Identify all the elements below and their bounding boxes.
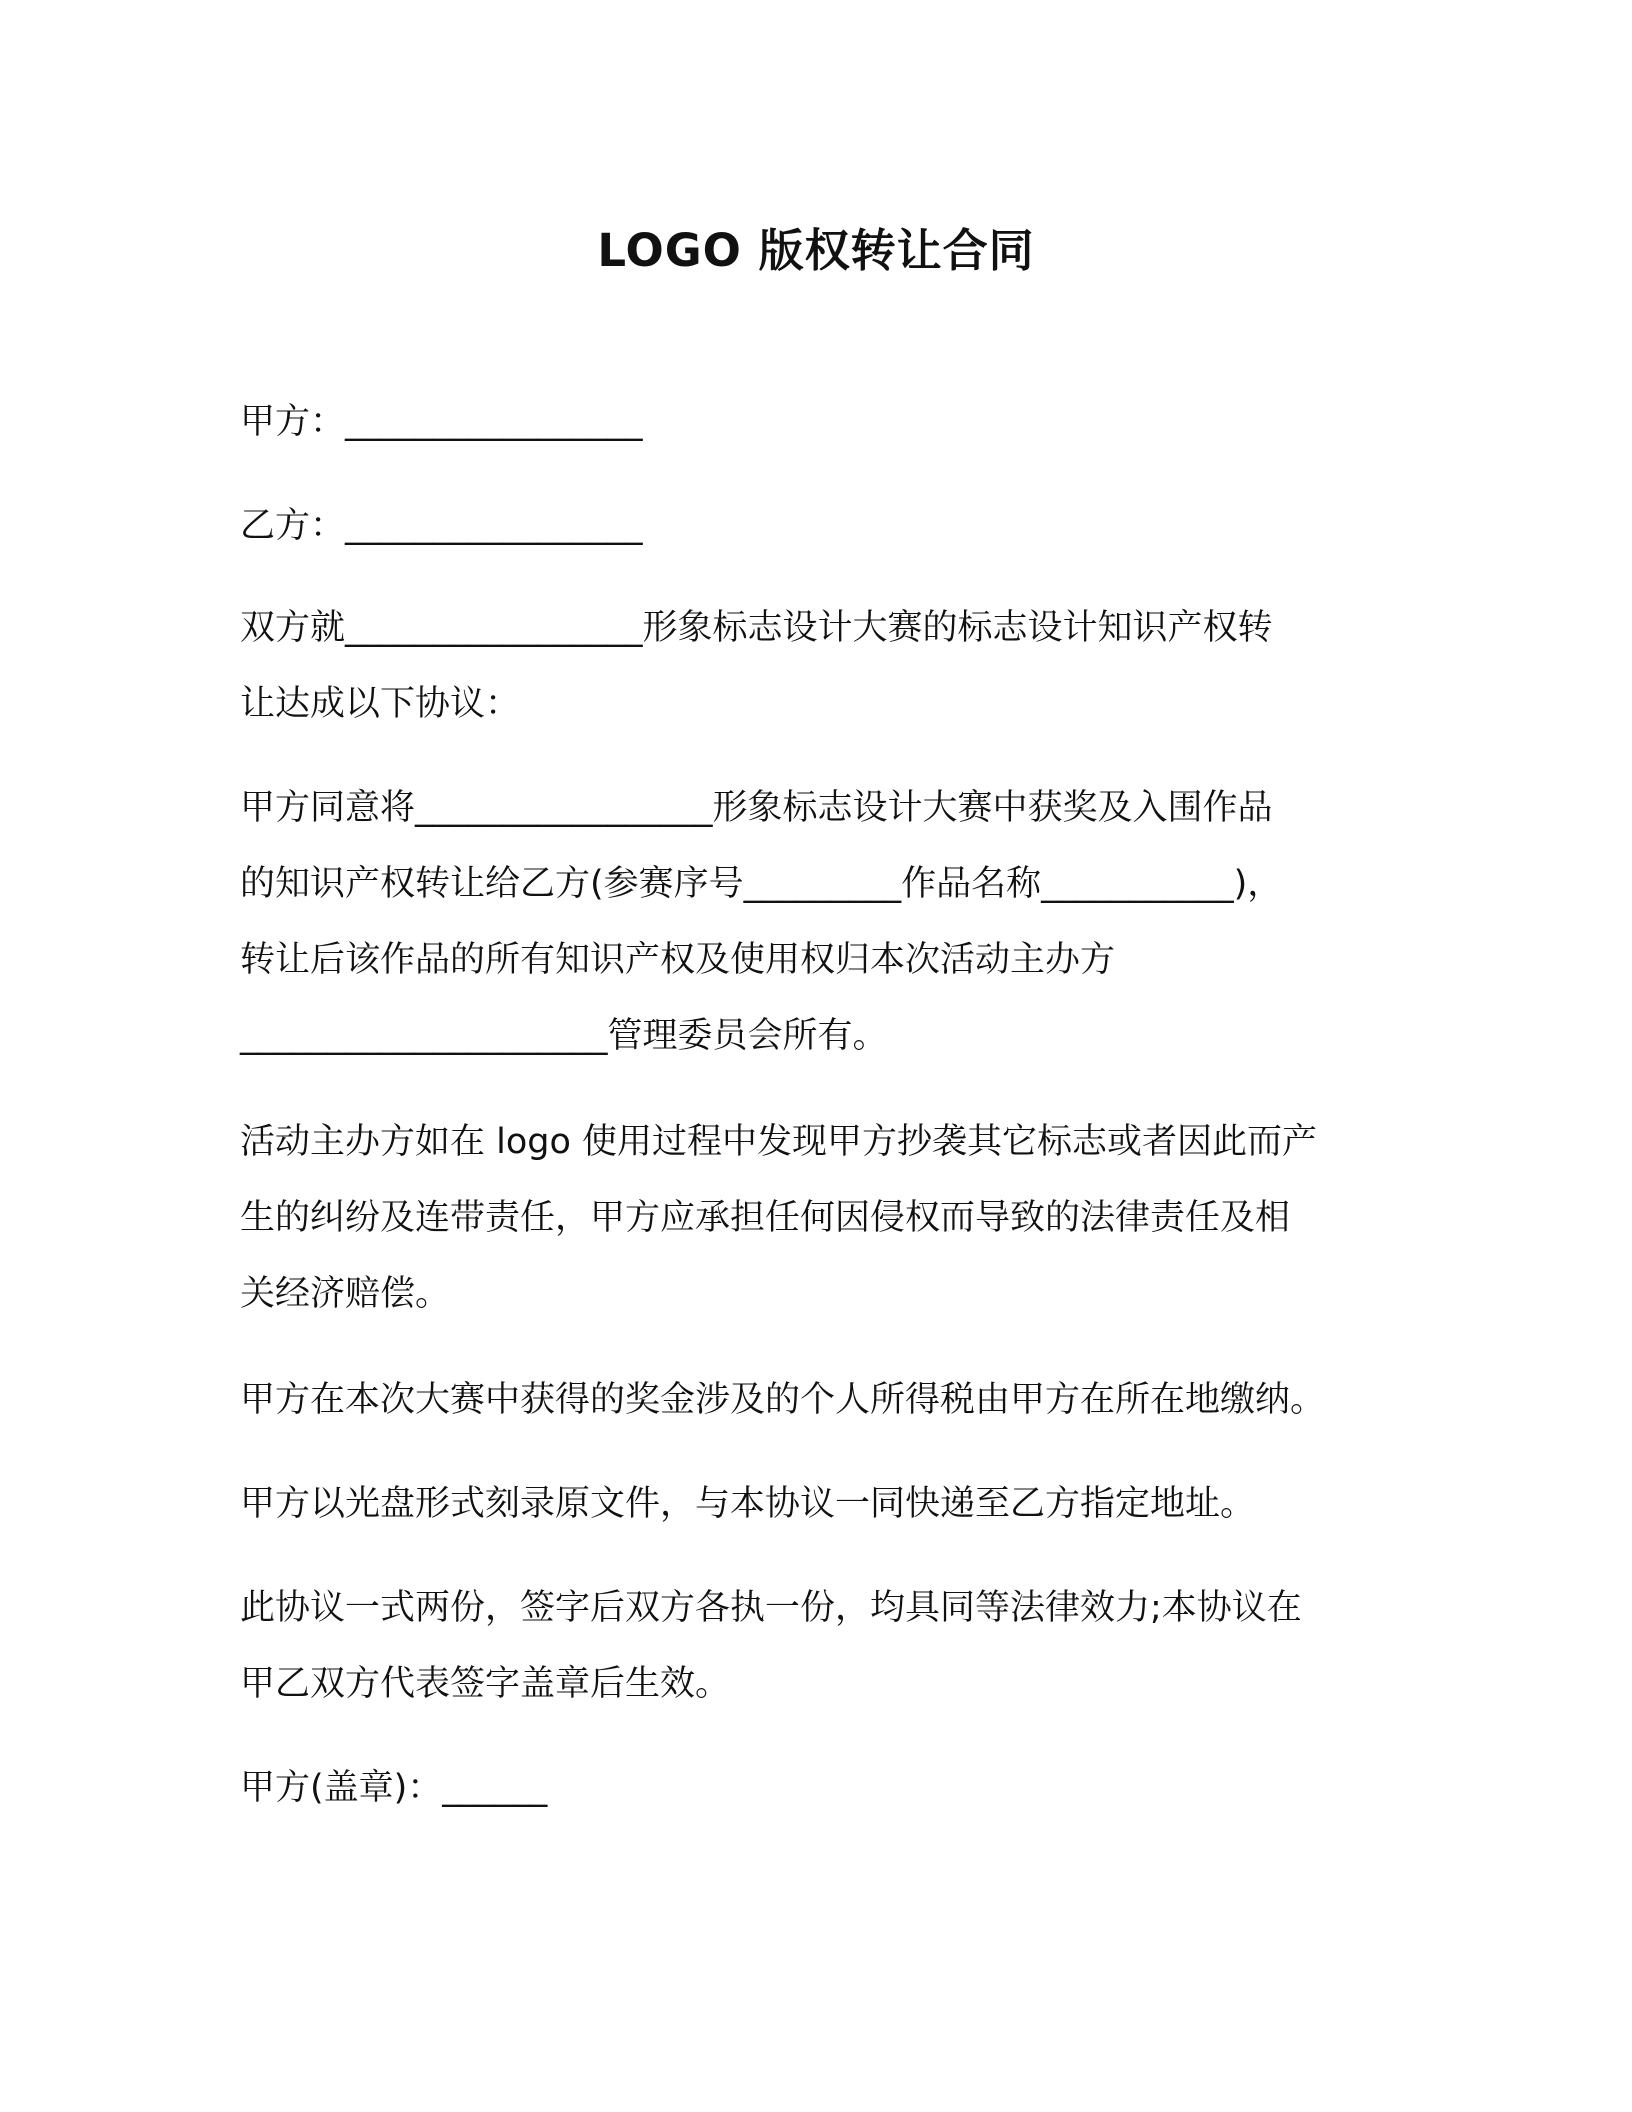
paragraph-line: 的知识产权转让给乙方(参赛序号_________作品名称___________)， xyxy=(240,864,1283,904)
paragraph-line: 甲乙双方代表签字盖章后生效。 xyxy=(240,1664,731,1704)
paragraph-line: 生的纠纷及连带责任，甲方应承担任何因侵权而导致的法律责任及相 xyxy=(240,1198,1291,1238)
party-a-line xyxy=(240,384,643,460)
paragraph-intro xyxy=(240,590,1273,742)
paragraph-line: 让达成以下协议： xyxy=(240,684,521,724)
paragraph-validity xyxy=(240,1570,1302,1722)
paragraph-delivery xyxy=(240,1466,1255,1542)
paragraph-line: 甲方同意将_________________形象标志设计大赛中获奖及入围作品 xyxy=(240,788,1273,828)
document-title: LOGO 版权转让合同 xyxy=(597,224,1035,277)
paragraph-tax xyxy=(240,1362,1325,1438)
signature-text: 甲方(盖章)：______ xyxy=(240,1768,548,1808)
party-a-text: 甲方：_________________ xyxy=(240,402,643,442)
paragraph-line: 甲方在本次大赛中获得的奖金涉及的个人所得税由甲方在所在地缴纳。 xyxy=(240,1380,1326,1420)
paragraph-line: 甲方以光盘形式刻录原文件，与本协议一同快递至乙方指定地址。 xyxy=(240,1484,1256,1524)
paragraph-line: _____________________管理委员会所有。 xyxy=(240,1016,888,1056)
paragraph-line: 此协议一式两份，签字后双方各执一份，均具同等法律效力;本协议在 xyxy=(240,1588,1302,1628)
signature-party-a xyxy=(240,1750,547,1826)
paragraph-transfer xyxy=(240,770,1282,1074)
paragraph-line: 双方就_________________形象标志设计大赛的标志设计知识产权转 xyxy=(240,608,1273,648)
paragraph-line: 转让后该作品的所有知识产权及使用权归本次活动主办方 xyxy=(240,940,1116,980)
party-b-line xyxy=(240,488,643,564)
paragraph-line: 活动主办方如在 logo 使用过程中发现甲方抄袭其它标志或者因此而产 xyxy=(240,1122,1318,1162)
party-b-text: 乙方：_________________ xyxy=(240,506,643,546)
paragraph-line: 关经济赔偿。 xyxy=(240,1274,451,1314)
paragraph-liability xyxy=(240,1104,1317,1332)
